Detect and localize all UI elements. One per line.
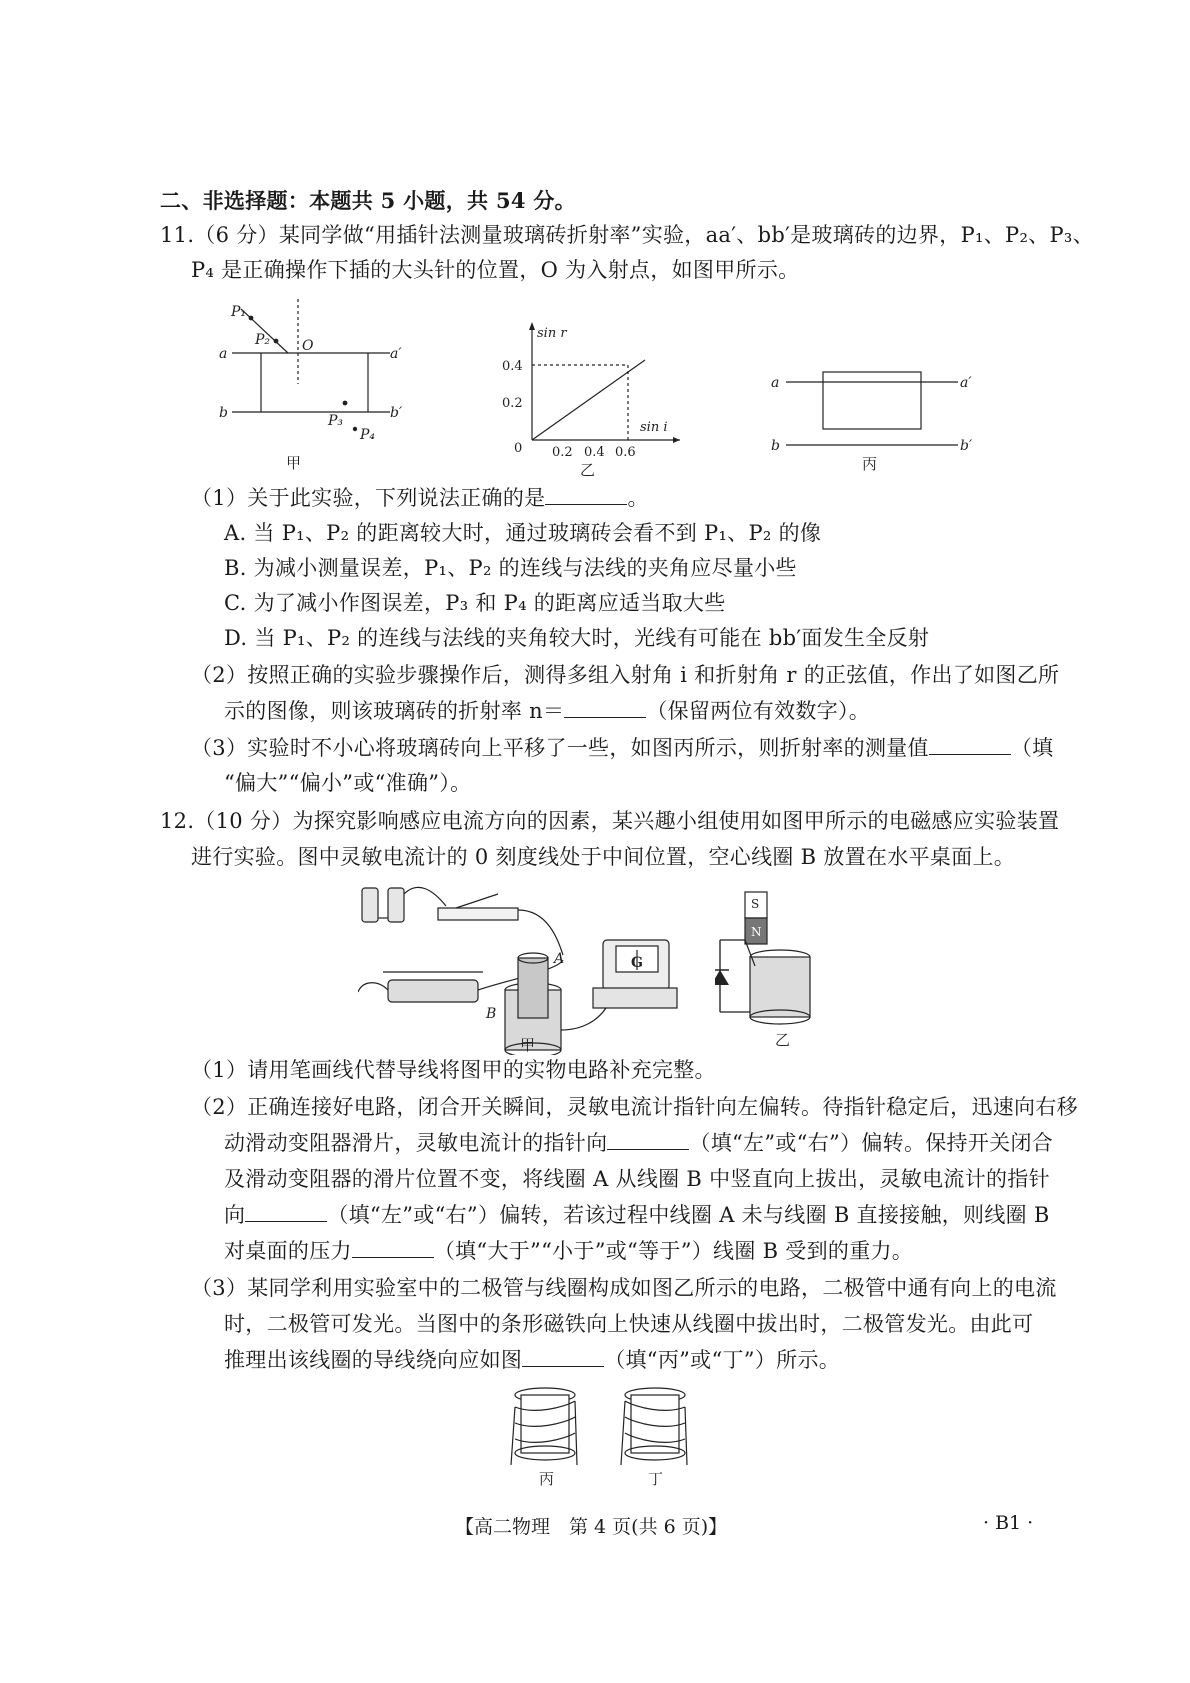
label-p2: P₂	[255, 332, 271, 348]
q12-part2-line1: （2）正确连接好电路，闭合开关瞬间，灵敏电流计指针向左偏转。待指针稳定后，迅速向右移	[191, 1095, 1078, 1119]
q12-part2-line4	[224, 1200, 1050, 1230]
magnet-n-label: N	[751, 925, 762, 939]
q11-part1-text: （1）关于此实验，下列说法正确的是	[191, 486, 546, 510]
q11-part2-text: 示的图像，则该玻璃砖的折射率 n＝	[224, 699, 565, 723]
answer-blank[interactable]	[929, 734, 1011, 755]
bing-label-b-prime: b′	[960, 438, 973, 454]
q11-part2-line1: （2）按照正确的实验步骤操作后，测得多组入射角 i 和折射角 r 的正弦值，作出了如图乙所	[191, 663, 1060, 687]
q11-option-c: C. 为了减小作图误差，P₃ 和 P₄ 的距离应适当取大些	[224, 591, 726, 615]
caption-yi: 乙	[580, 461, 596, 479]
label-coil-b: B	[486, 1006, 497, 1022]
caption-bing: 丙	[862, 455, 878, 473]
graph-ylabel: sin r	[537, 326, 567, 341]
q12-part2-tail: （填“左”或“右”）偏转。保持开关闭合	[689, 1131, 1054, 1155]
label-p1: P₁	[231, 304, 247, 320]
label-o: O	[302, 338, 314, 354]
q12-part3-line2: 时，二极管可发光。当图中的条形磁铁向上快速从线圈中拔出时，二极管发光。由此可	[224, 1312, 1034, 1336]
q12-coil-figures	[505, 1385, 705, 1490]
bing-label-a: a	[771, 375, 780, 391]
q11-option-b: B. 为减小测量误差，P₁、P₂ 的连线与法线的夹角应尽量小些	[224, 556, 797, 580]
q11-option-a: A. 当 P₁、P₂ 的距离较大时，通过玻璃砖会看不到 P₁、P₂ 的像	[224, 521, 822, 545]
label-p3: P₃	[328, 413, 344, 429]
answer-blank[interactable]	[352, 1237, 434, 1258]
q12-part2-line2	[224, 1128, 1053, 1158]
label-coil-a: A	[554, 951, 565, 967]
q11-stem-line2: P₄ 是正确操作下插的大头针的位置，O 为入射点，如图甲所示。	[191, 258, 800, 282]
q11-option-d: D. 当 P₁、P₂ 的连线与法线的夹角较大时，光线有可能在 bb′面发生全反射	[224, 626, 930, 650]
magnet-s-label: S	[751, 897, 760, 911]
q11-figure-yi-graph	[500, 320, 700, 480]
section-title: 二、非选择题：本题共 5 小题，共 54 分。	[160, 188, 576, 213]
answer-blank[interactable]	[607, 1129, 689, 1150]
caption-jia: 甲	[286, 454, 302, 472]
label-p4: P₄	[360, 427, 376, 443]
q12-part3-line3	[224, 1345, 840, 1375]
label-b-prime: b′	[390, 405, 403, 421]
label-galvanometer: G	[631, 955, 643, 971]
q12-part2-tail3: （填“大于”“小于”或“等于”）线圈 B 受到的重力。	[433, 1239, 914, 1263]
q11-part2-tail: （保留两位有效数字）。	[646, 699, 871, 723]
q11-stem-line1: 11.（6 分）某同学做“用插针法测量玻璃砖折射率”实验，aa′、bb′是玻璃砖的边界，P₁、P₂、P₃、	[160, 223, 1094, 247]
q11-part3-line1	[191, 733, 1053, 763]
q12-part3-tail: （填“丙”或“丁”）所示。	[604, 1348, 841, 1372]
q12-part3-text: 推理出该线圈的导线绕向应如图	[224, 1348, 523, 1372]
q12-part2-text: 动滑动变阻器滑片，灵敏电流计的指针向	[224, 1131, 608, 1155]
q11-part3-line2: “偏大”“偏小”或“准确”）。	[224, 771, 472, 795]
graph-xtick-04: 0.4	[584, 445, 605, 460]
q12-stem-line1: 12.（10 分）为探究影响感应电流方向的因素，某兴趣小组使用如图甲所示的电磁感应实验装置	[160, 809, 1060, 833]
graph-xtick-06: 0.6	[615, 445, 636, 460]
graph-ytick-04: 0.4	[502, 359, 523, 374]
q12-part2-line5	[224, 1236, 913, 1266]
q12-part2-line3: 及滑动变阻器的滑片位置不变，将线圈 A 从线圈 B 中竖直向上拔出，灵敏电流计的指针	[224, 1167, 1050, 1191]
caption-coil-ding: 丁	[648, 1470, 664, 1488]
caption-q12-yi: 乙	[775, 1031, 791, 1049]
bing-label-a-prime: a′	[960, 375, 972, 391]
answer-blank[interactable]	[522, 1346, 604, 1367]
q12-part2-text3: 对桌面的压力	[224, 1239, 352, 1263]
label-a-prime: a′	[390, 346, 402, 362]
caption-q12-jia: 甲	[520, 1036, 536, 1054]
label-b: b	[219, 405, 228, 421]
q12-figure-jia	[358, 880, 688, 1055]
label-a: a	[219, 346, 228, 362]
q11-part3-tail: （填	[1010, 736, 1054, 760]
q11-figure-bing	[770, 368, 980, 478]
caption-coil-bing: 丙	[539, 1470, 555, 1488]
bing-label-b: b	[771, 438, 780, 454]
q12-figure-yi	[715, 890, 855, 1050]
q11-part2-line2	[224, 696, 870, 726]
q12-part2-tail2: （填“左”或“右”）偏转，若该过程中线圈 A 未与线圈 B 直接接触，则线圈 B	[327, 1203, 1050, 1227]
answer-blank[interactable]	[245, 1201, 327, 1222]
q12-stem-line2: 进行实验。图中灵敏电流计的 0 刻度线处于中间位置，空心线圈 B 放置在水平桌面上。	[191, 845, 1016, 869]
q12-part2-text2: 向	[224, 1203, 246, 1227]
graph-origin: 0	[514, 441, 523, 456]
page-footer: 【高二物理 第 4 页(共 6 页)】	[455, 1516, 728, 1538]
q11-part3-text: （3）实验时不小心将玻璃砖向上平移了一些，如图丙所示，则折射率的测量值	[191, 736, 929, 760]
q11-figure-jia	[218, 298, 408, 478]
answer-blank[interactable]	[545, 484, 627, 505]
q11-part1	[191, 483, 649, 513]
graph-xlabel: sin i	[640, 420, 668, 435]
q12-part3-line1: （3）某同学利用实验室中的二极管与线圈构成如图乙所示的电路，二极管中通有向上的电流	[191, 1276, 1057, 1300]
page-code: · B1 ·	[983, 1512, 1034, 1534]
q11-part1-end: 。	[627, 486, 649, 510]
graph-ytick-02: 0.2	[502, 396, 523, 411]
graph-xtick-02: 0.2	[552, 445, 573, 460]
q12-part1: （1）请用笔画线代替导线将图甲的实物电路补充完整。	[191, 1058, 716, 1082]
answer-blank[interactable]	[564, 697, 646, 718]
